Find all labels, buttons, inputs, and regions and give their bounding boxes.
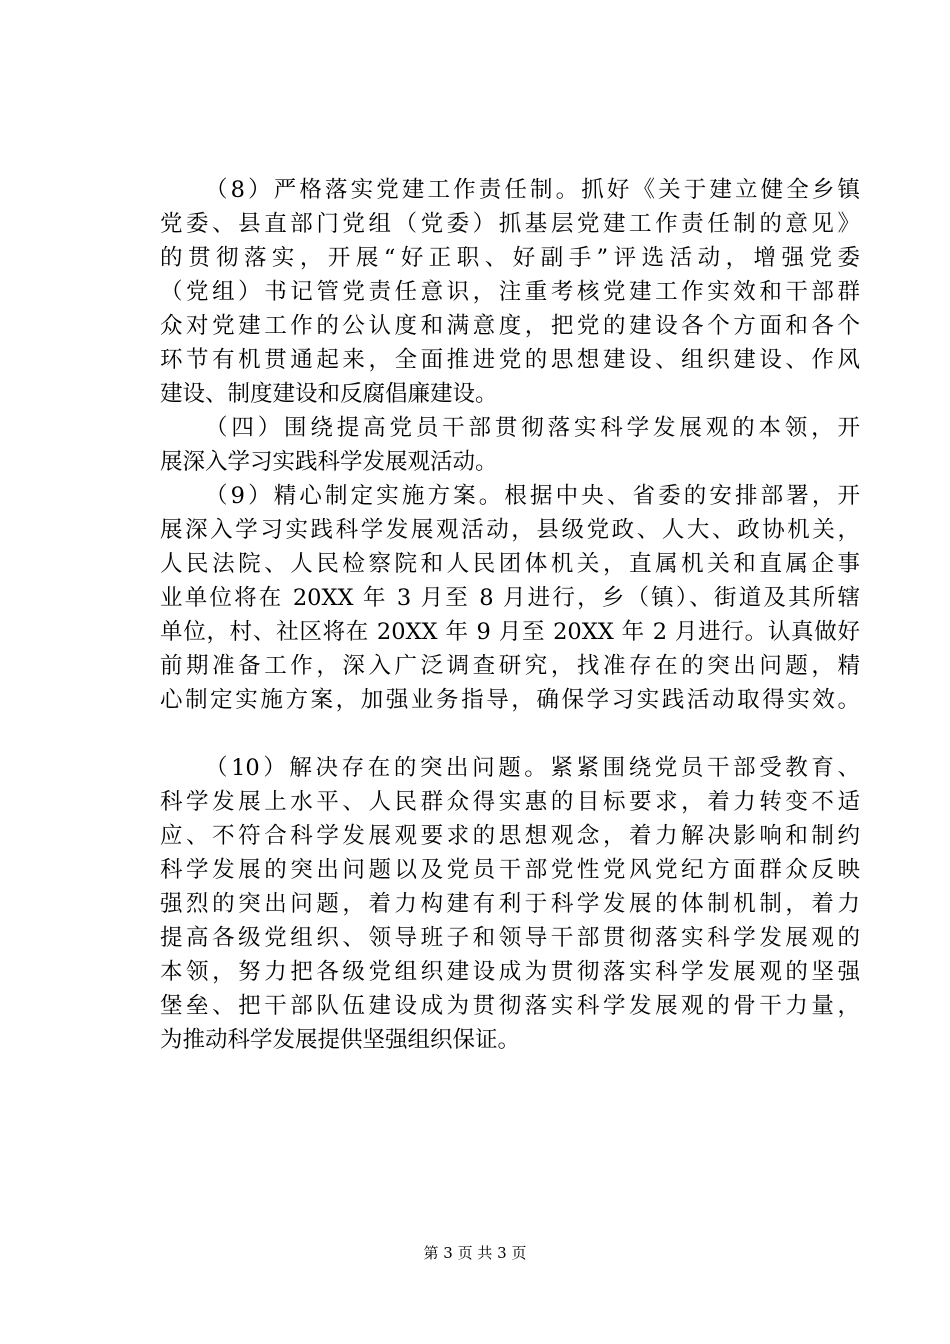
text-line: （8）严格落实党建工作责任制。抓好《关于建立健全乡镇 (205, 177, 860, 203)
text-line: 展深入学习实践科学发展观活动。 (160, 449, 498, 475)
text-line: 心制定实施方案，加强业务指导，确保学习实践活动取得实效。 (160, 687, 860, 713)
text-line: （四）围绕提高党员干部贯彻落实科学发展观的本领，开 (205, 415, 860, 441)
page-footer: 第 3 页 共 3 页 (423, 1244, 527, 1262)
text-line: 堡垒、把干部队伍建设成为贯彻落实科学发展观的骨干力量， (160, 993, 860, 1019)
text-line: （9）精心制定实施方案。根据中央、省委的安排部署，开 (205, 483, 860, 509)
paragraph-9 (160, 479, 860, 717)
text-line: 科学发展的突出问题以及党员干部党性党风党纪方面群众反映 (160, 857, 860, 883)
document-body (160, 173, 860, 1057)
paragraph-10 (160, 751, 860, 1057)
text-line: 为推动科学发展提供坚强组织保证。 (160, 1027, 521, 1053)
text-line: 展深入学习实践科学发展观活动，县级党政、人大、政协机关， (160, 517, 860, 543)
paragraph-spacer (160, 717, 860, 751)
text-line: （10）解决存在的突出问题。紧紧围绕党员干部受教育、 (205, 755, 860, 781)
text-line: 业单位将在 20XX 年 3 月至 8 月进行，乡（镇）、街道及其所辖 (160, 585, 860, 611)
text-line: 人民法院、人民检察院和人民团体机关，直属机关和直属企事 (160, 551, 860, 577)
paragraph-8 (160, 173, 860, 411)
section-4-heading (160, 411, 860, 479)
text-line: 强烈的突出问题，着力构建有利于科学发展的体制机制，着力 (160, 891, 860, 917)
text-line: 本领，努力把各级党组织建设成为贯彻落实科学发展观的坚强 (160, 959, 860, 985)
text-line: 前期准备工作，深入广泛调查研究，找准存在的突出问题，精 (160, 653, 860, 679)
text-line: 应、不符合科学发展观要求的思想观念，着力解决影响和制约 (160, 823, 860, 849)
text-line: （党组）书记管党责任意识，注重考核党建工作实效和干部群 (160, 279, 860, 305)
text-line: 科学发展上水平、人民群众得实惠的目标要求，着力转变不适 (160, 789, 860, 815)
text-line: 众对党建工作的公认度和满意度，把党的建设各个方面和各个 (160, 313, 860, 339)
text-line: 党委、县直部门党组（党委）抓基层党建工作责任制的意见》 (160, 211, 860, 237)
text-line: 的贯彻落实，开展“好正职、好副手”评选活动，增强党委 (160, 245, 860, 271)
text-line: 环节有机贯通起来，全面推进党的思想建设、组织建设、作风 (160, 347, 860, 373)
text-line: 建设、制度建设和反腐倡廉建设。 (160, 381, 498, 407)
text-line: 提高各级党组织、领导班子和领导干部贯彻落实科学发展观的 (160, 925, 860, 951)
text-line: 单位，村、社区将在 20XX 年 9 月至 20XX 年 2 月进行。认真做好 (160, 619, 860, 645)
